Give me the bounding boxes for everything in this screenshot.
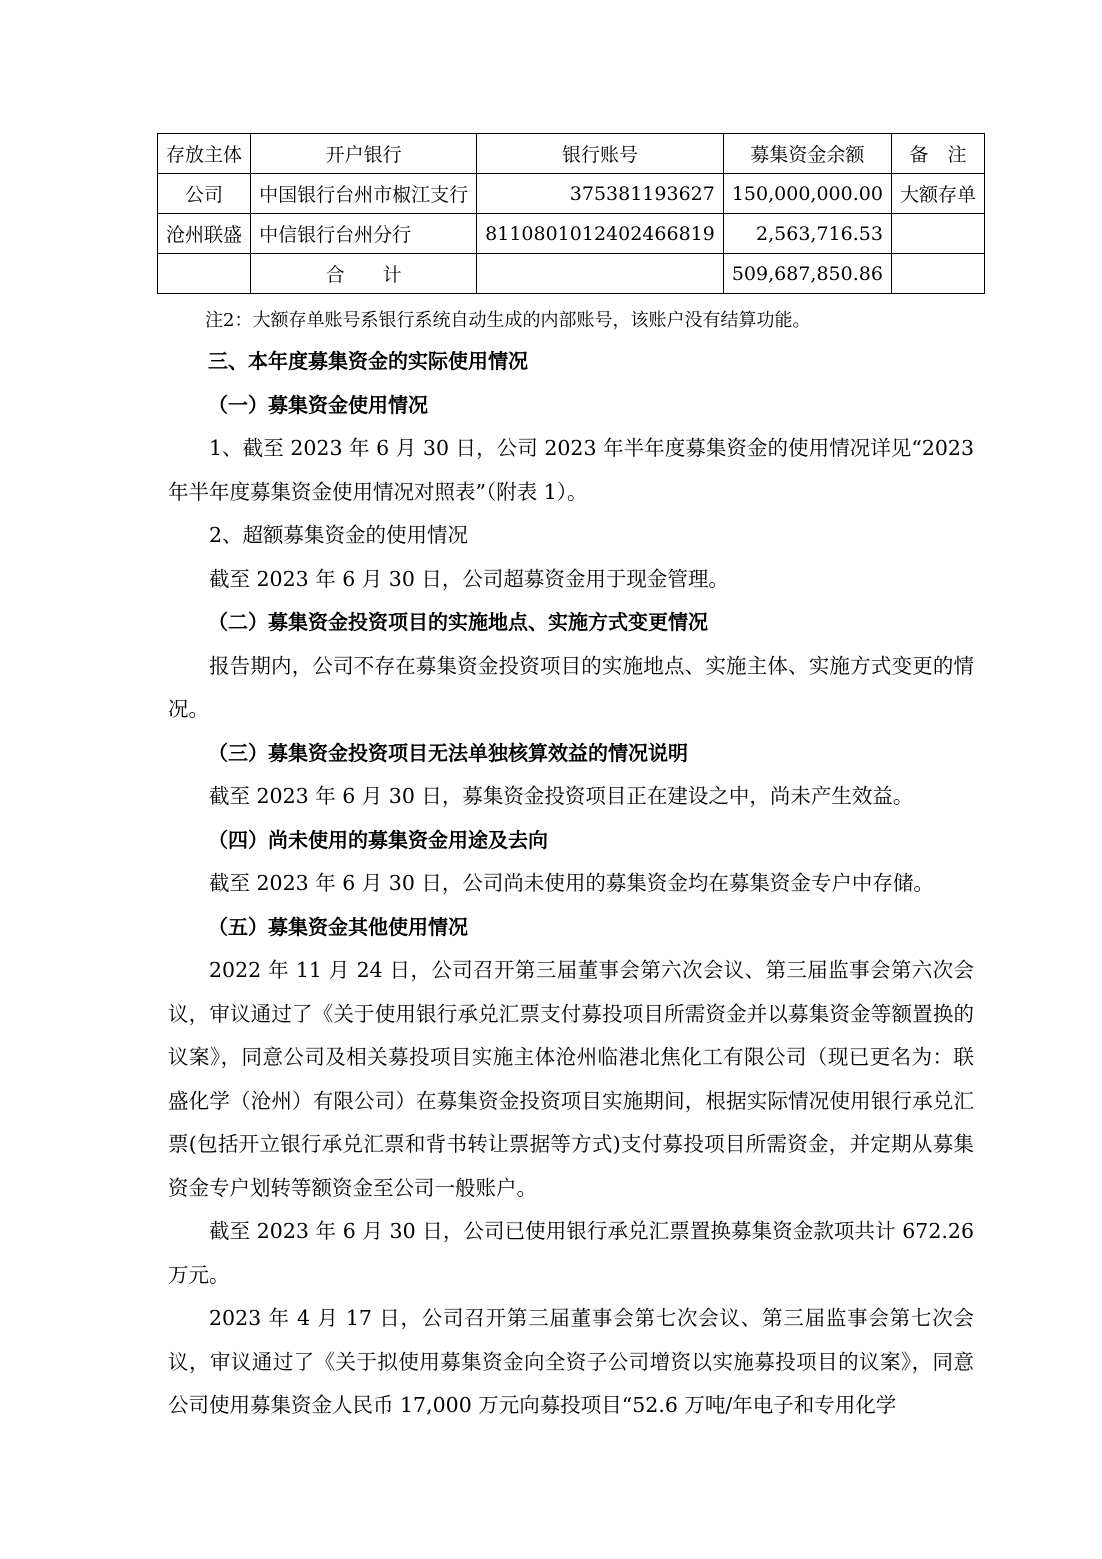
table-total-row bbox=[158, 254, 985, 294]
subsection-heading: （三）募集资金投资项目无法单独核算效益的情况说明 bbox=[208, 740, 688, 765]
header-cell: 募集资金余额 bbox=[723, 134, 891, 174]
paragraph: 2、超额募集资金的使用情况 bbox=[209, 523, 469, 547]
table-cell: 150,000,000.00 bbox=[723, 174, 891, 214]
table-cell: 公司 bbox=[158, 174, 251, 214]
deposit-account-table bbox=[157, 133, 985, 294]
table-cell: 合 计 bbox=[251, 254, 477, 294]
table-cell: 375381193627 bbox=[477, 174, 724, 214]
paragraph: 2022 年 11 月 24 日，公司召开第三届董事会第六次会议、第三届监事会第六次会议，审议通过了《关于使用银行承兑汇票支付募投项目所需资金并以募集资金等额置换的议案》，同意公司及相关募投项目实施主体沧州临港北焦化工有限公司（现已更名为：联盛化学（沧州）有限公司）在募集资金投资项目实施期间，根据实际情况使用银行承兑汇票(包括开立银行承兑汇票和背书转让票据等方式)支付募投项目所需资金，并定期从募集资金专户划转等额资金至公司一般账户。 bbox=[168, 958, 974, 1200]
table-cell bbox=[891, 214, 984, 254]
subsection-heading: （五）募集资金其他使用情况 bbox=[208, 914, 468, 939]
table-cell: 8110801012402466819 bbox=[477, 214, 724, 254]
paragraph: 截至 2023 年 6 月 30 日，公司尚未使用的募集资金均在募集资金专户中存储。 bbox=[209, 871, 934, 895]
table-cell bbox=[477, 254, 724, 294]
subsection-heading: （二）募集资金投资项目的实施地点、实施方式变更情况 bbox=[208, 610, 708, 634]
header-cell: 银行账号 bbox=[477, 134, 724, 174]
table-cell: 2,563,716.53 bbox=[723, 214, 891, 254]
paragraph: 报告期内，公司不存在募集资金投资项目的实施地点、实施主体、实施方式变更的情况。 bbox=[168, 653, 974, 721]
table-row bbox=[158, 174, 985, 214]
paragraph: 截至 2023 年 6 月 30 日，募集资金投资项目正在建设之中，尚未产生效益。 bbox=[209, 784, 914, 808]
subsection-heading: （四）尚未使用的募集资金用途及去向 bbox=[208, 827, 548, 852]
table-cell: 509,687,850.86 bbox=[723, 254, 891, 294]
paragraph: 截至 2023 年 6 月 30 日，公司已使用银行承兑汇票置换募集资金款项共计 672.26 万元。 bbox=[168, 1219, 974, 1287]
subsection-heading: （一）募集资金使用情况 bbox=[208, 392, 428, 417]
paragraph: 截至 2023 年 6 月 30 日，公司超募资金用于现金管理。 bbox=[209, 566, 729, 591]
table-cell: 中国银行台州市椒江支行 bbox=[251, 174, 477, 214]
paragraph: 2023 年 4 月 17 日，公司召开第三届董事会第七次会议、第三届监事会第七次会议，审议通过了《关于拟使用募集资金向全资子公司增资以实施募投项目的议案》，同意公司使用募集资金人民币 17,000 万元向募投项目“52.6 万吨/年电子和专用化学 bbox=[168, 1306, 974, 1417]
section-heading: 三、本年度募集资金的实际使用情况 bbox=[208, 349, 528, 373]
document-body bbox=[168, 340, 974, 1428]
header-cell: 备 注 bbox=[891, 134, 984, 174]
table-cell: 大额存单 bbox=[891, 174, 984, 214]
table-footnote: 注2：大额存单账号系银行系统自动生成的内部账号，该账户没有结算功能。 bbox=[205, 310, 811, 331]
header-cell: 开户银行 bbox=[251, 134, 477, 174]
table-row bbox=[158, 214, 985, 254]
table-cell: 中信银行台州分行 bbox=[251, 214, 477, 254]
table-header-row bbox=[158, 134, 985, 174]
table-cell: 沧州联盛 bbox=[158, 214, 251, 254]
table-cell bbox=[891, 254, 984, 294]
header-cell: 存放主体 bbox=[158, 134, 251, 174]
table-cell bbox=[158, 254, 251, 294]
paragraph: 1、截至 2023 年 6 月 30 日，公司 2023 年半年度募集资金的使用情况详见“2023 年半年度募集资金使用情况对照表”（附表 1）。 bbox=[168, 436, 974, 504]
